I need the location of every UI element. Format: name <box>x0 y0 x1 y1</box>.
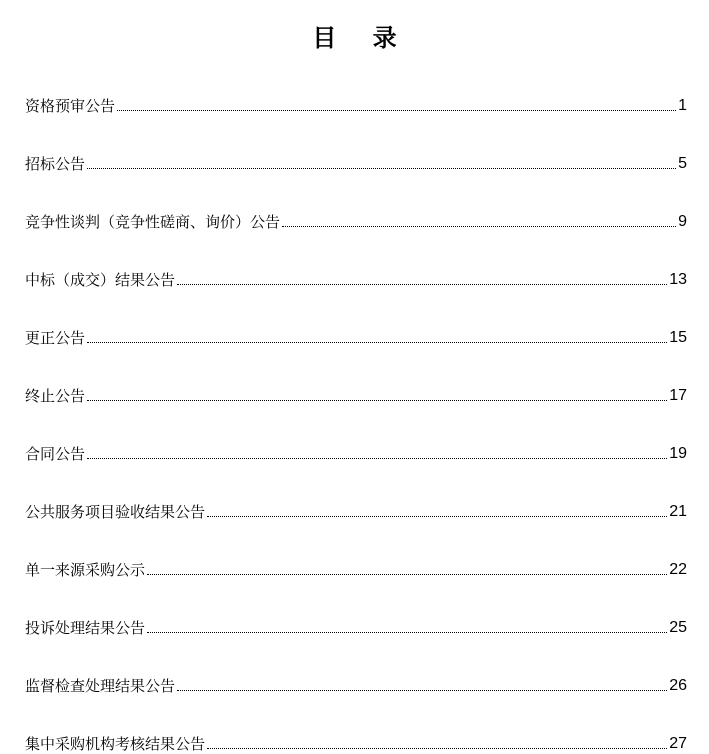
toc-entry-label: 竞争性谈判（竞争性磋商、询价）公告 <box>25 213 281 231</box>
toc-entry-acceptance-result[interactable] <box>25 464 687 522</box>
toc-entry-single-source[interactable] <box>25 522 687 580</box>
table-of-contents <box>25 58 687 754</box>
toc-entry-agency-assessment[interactable] <box>25 696 687 754</box>
toc-dot-leader <box>87 458 667 459</box>
toc-entry-prequalification[interactable] <box>25 58 687 116</box>
toc-entry-supervision-result[interactable] <box>25 638 687 696</box>
toc-entry-label: 中标（成交）结果公告 <box>25 271 176 289</box>
toc-entry-termination[interactable] <box>25 348 687 406</box>
toc-entry-label: 资格预审公告 <box>25 97 116 115</box>
toc-page-number: 22 <box>669 561 687 578</box>
toc-entry-label: 监督检查处理结果公告 <box>25 677 176 695</box>
toc-entry-contract[interactable] <box>25 406 687 464</box>
toc-entry-correction[interactable] <box>25 290 687 348</box>
toc-entry-label: 招标公告 <box>25 155 86 173</box>
toc-page-number: 19 <box>669 445 687 462</box>
toc-entry-award-result[interactable] <box>25 232 687 290</box>
toc-entry-tender[interactable] <box>25 116 687 174</box>
toc-page-number: 9 <box>678 213 687 230</box>
toc-entry-label: 更正公告 <box>25 329 86 347</box>
toc-dot-leader <box>87 400 667 401</box>
toc-entry-competitive-negotiation[interactable] <box>25 174 687 232</box>
toc-page-number: 5 <box>678 155 687 172</box>
toc-entry-complaint-result[interactable] <box>25 580 687 638</box>
toc-dot-leader <box>87 342 667 343</box>
toc-entry-label: 终止公告 <box>25 387 86 405</box>
toc-dot-leader <box>117 110 676 111</box>
toc-page-number: 26 <box>669 677 687 694</box>
toc-page-number: 13 <box>669 271 687 288</box>
toc-dot-leader <box>177 284 667 285</box>
toc-dot-leader <box>87 168 676 169</box>
toc-dot-leader <box>207 748 667 749</box>
toc-dot-leader <box>207 516 667 517</box>
toc-page-number: 25 <box>669 619 687 636</box>
toc-page-number: 27 <box>669 735 687 752</box>
toc-entry-label: 单一来源采购公示 <box>25 561 146 579</box>
toc-entry-label: 公共服务项目验收结果公告 <box>25 503 206 521</box>
toc-entry-label: 合同公告 <box>25 445 86 463</box>
toc-page-number: 1 <box>678 97 687 114</box>
toc-dot-leader <box>177 690 667 691</box>
toc-page-number: 15 <box>669 329 687 346</box>
toc-dot-leader <box>282 226 676 227</box>
toc-page-number: 21 <box>669 503 687 520</box>
page-title: 目 录 <box>312 24 411 53</box>
toc-entry-label: 集中采购机构考核结果公告 <box>25 735 206 753</box>
toc-dot-leader <box>147 574 667 575</box>
toc-page-number: 17 <box>669 387 687 404</box>
toc-dot-leader <box>147 632 667 633</box>
toc-entry-label: 投诉处理结果公告 <box>25 619 146 637</box>
